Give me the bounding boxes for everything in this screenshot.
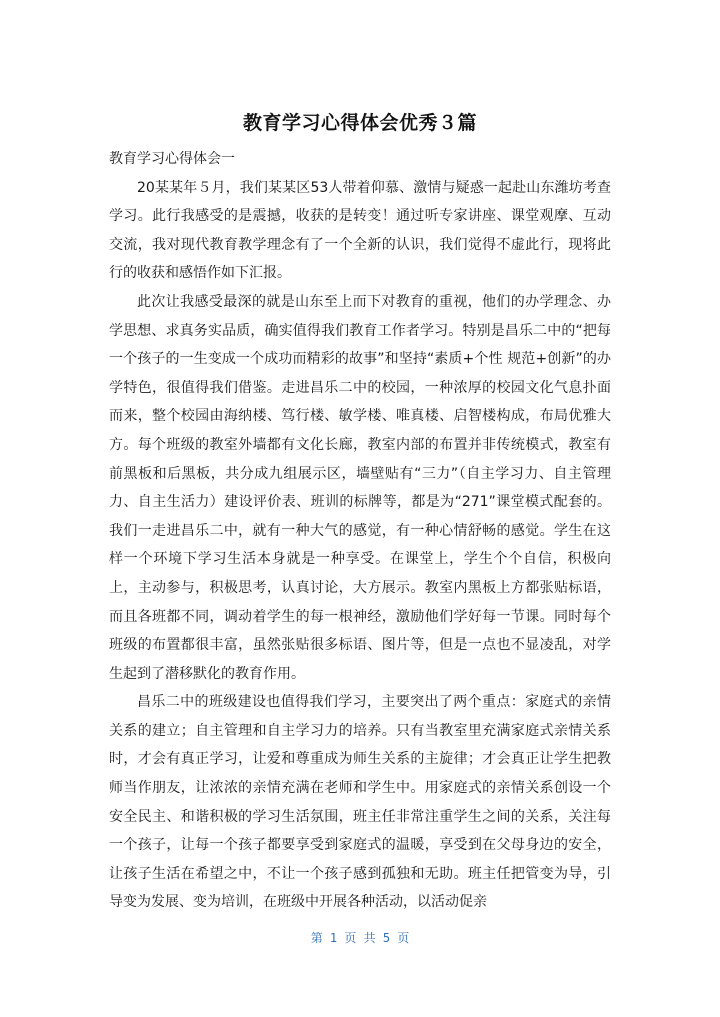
page-footer xyxy=(0,929,720,946)
page-number-label: 第 1 页 共 5 页 xyxy=(310,931,410,945)
section-heading: 教育学习心得体会一 xyxy=(109,151,235,167)
document-body xyxy=(109,145,611,917)
document-title: 教育学习心得体会优秀３篇 xyxy=(242,112,477,134)
paragraph-3: 昌乐二中的班级建设也值得我们学习，主要突出了两个重点：家庭式的亲情关系的建立；自主管理和自主学习力的培养。只有当教室里充满家庭式亲情关系时，才会有真正学习，让爱和尊重成为师生关系的主旋律；才会真正让学生把教师当作朋友，让浓浓的亲情充满在老师和学生中。用家庭式的亲情关系创设一个安全民主、和谐积极的学习生活氛围，班主任非常注重学生之间的关系，关注每一个孩子，让每一个孩子都要享受到家庭式的温暖，享受到在父母身边的安全，让孩子生活在希望之中，不让一个孩子感到孤独和无助。班主任把管变为导，引导变为发展、变为培训，在班级中开展各种活动，以活动促亲 xyxy=(109,694,611,911)
paragraph-1: 20某某年５月，我们某某区53人带着仰慕、激情与疑惑一起赴山东潍坊考查学习。此行我感受的是震撼，收获的是转变！通过听专家讲座、课堂观摩、互动交流，我对现代教育教学理念有了一个全新的认识，我们觉得不虚此行，现将此行的收获和感悟作如下汇报。 xyxy=(109,179,611,282)
paragraph-2: 此次让我感受最深的就是山东至上而下对教育的重视，他们的办学理念、办学思想、求真务实品质，确实值得我们教育工作者学习。特别是昌乐二中的“把每一个孩子的一生变成一个成功而精彩的故事”和坚持“素质+个性 规范+创新”的办学特色，很值得我们借鉴。走进昌乐二中的校园，一种浓厚的校园文化气息扑面而来，整个校园由海纳楼、笃行楼、敏学楼、唯真楼、启智楼构成，布局优雅大方。每个班级的教室外墙都有文化长廊，教室内部的布置并非传统模式，教室有前黑板和后黑板，共分成九组展示区，墙壁贴有“三力”（自主学习力、自主管理力、自主生活力）建设评价表、班训的标牌等，都是为“271”课堂模式配套的。我们一走进昌乐二中，就有一种大气的感觉，有一种心情舒畅的感觉。学生在这样一个环境下学习生活本身就是一种享受。在课堂上，学生个个自信，积极向上，主动参与，积极思考，认真讨论，大方展示。教室内黑板上方都张贴标语，而且各班都不同，调动着学生的每一根神经，激励他们学好每一节课。同时每个班级的布置都很丰富，虽然张贴很多标语、图片等，但是一点也不显凌乱，对学生起到了潜移默化的教育作用。 xyxy=(109,293,611,682)
